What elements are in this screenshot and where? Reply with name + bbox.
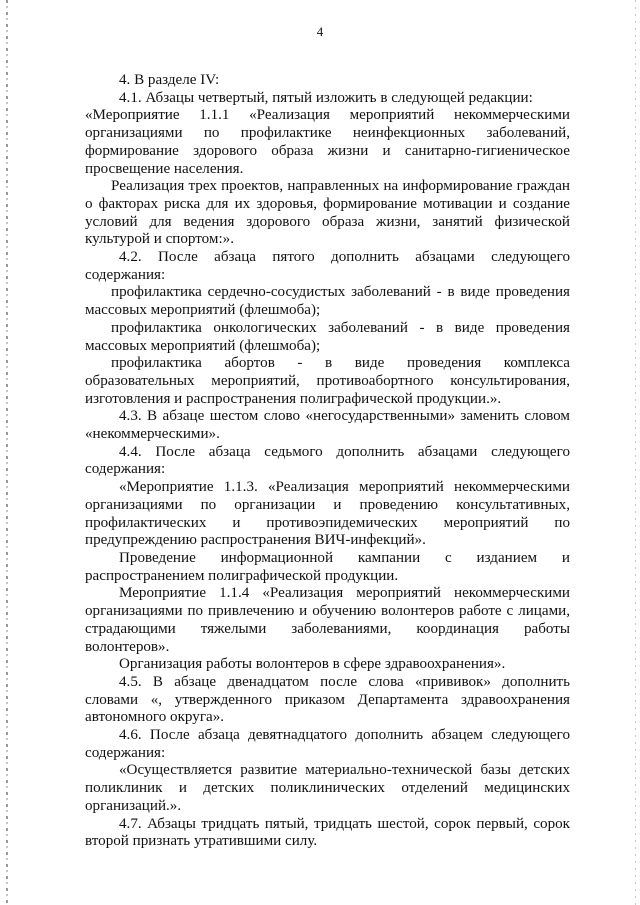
paragraph: 4.6. После абзаца девятнадцатого дополнить абзацем следующего содержания: (85, 727, 570, 761)
paragraph: «Осуществляется развитие материально-технической базы детских поликлиник и детских поликлинических отделений медицинских организаций.». (85, 762, 570, 814)
paragraph: 4.2. После абзаца пятого дополнить абзацами следующего содержания: (85, 249, 570, 283)
paragraph: профилактика онкологических заболеваний - в виде проведения массовых мероприятий (флешмоба); (85, 319, 570, 354)
paragraph: 4.5. В абзаце двенадцатом после слова «прививок» дополнить словами «, утвержденного приказом Департамента здравоохранения автономного округа». (85, 673, 570, 726)
paragraph: Мероприятие 1.1.4 «Реализация мероприятий некоммерческими организациями по привлечению и обучению волонтеров работе с лицами, страдающими тяжелыми заболеваниями, координация работы волонтеров». (85, 585, 570, 655)
paragraph: профилактика абортов - в виде проведения комплекса образовательных мероприятий, противоабортного консультирования, изготовления и распространения полиграфической продукции.». (85, 355, 570, 407)
page-number: 4 (316, 24, 324, 39)
paragraph: Проведение информационной кампании с изданием и распространением полиграфической продукции. (85, 549, 570, 584)
scan-edge-left (6, 0, 8, 905)
paragraph: 4.1. Абзацы четвертый, пятый изложить в следующей редакции: (119, 89, 533, 106)
paragraph: 4.7. Абзацы тридцать пятый, тридцать шестой, сорок первый, сорок второй признать утратившими силу. (85, 815, 570, 850)
paragraph: «Мероприятие 1.1.3. «Реализация мероприятий некоммерческими организациями по организации и проведению консультативных, профилактических и противоэпидемических мероприятий по предупреждению распространения ВИЧ-инфекций». (85, 479, 570, 549)
paragraph: 4.3. В абзаце шестом слово «негосударственными» заменить словом «некоммерческими». (85, 408, 570, 443)
paragraph: 4.4. После абзаца седьмого дополнить абзацами следующего содержания: (85, 443, 570, 478)
paragraph: «Мероприятие 1.1.1 «Реализация мероприятий некоммерческими организациями по профилактике неинфекционных заболеваний, формирование здорового образа жизни и санитарно-гигиеническое просвещение населения. (85, 107, 570, 177)
paragraph: Реализация трех проектов, направленных на информирование граждан о факторах риска для их здоровья, формирование мотивации и создание условий для ведения здорового образа жизни, занятий физической культурой и спортом:». (85, 178, 570, 248)
paragraph: профилактика сердечно-сосудистых заболеваний - в виде проведения массовых мероприятий (флешмоба); (85, 284, 570, 319)
scan-edge-right (635, 0, 636, 905)
paragraph: 4. В разделе IV: (119, 72, 220, 88)
document-body (85, 72, 570, 851)
paragraph: Организация работы волонтеров в сфере здравоохранения». (119, 656, 506, 673)
